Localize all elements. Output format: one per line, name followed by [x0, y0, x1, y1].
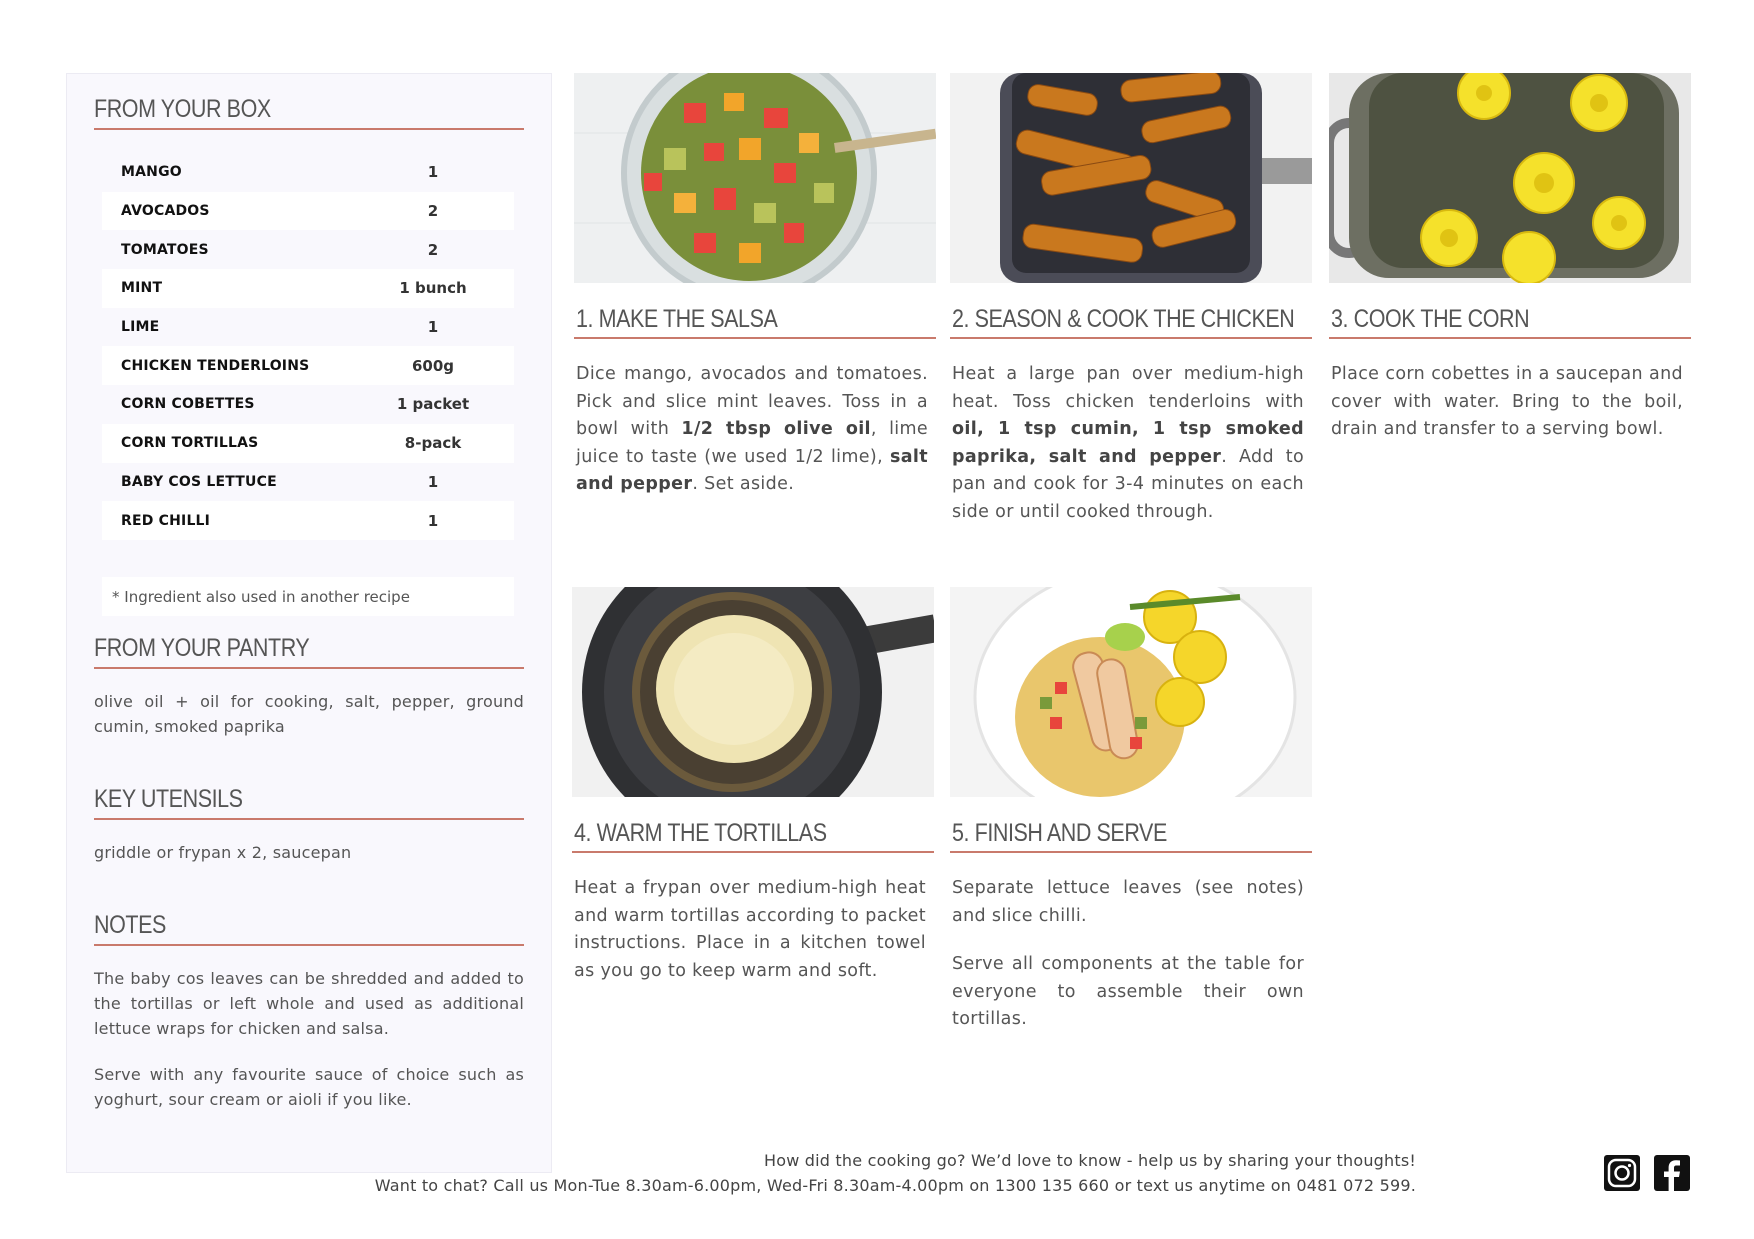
- step-2: [950, 73, 1312, 526]
- ingredient-qty: 1: [427, 163, 439, 182]
- ingredient-name: TOMATOES: [121, 241, 209, 258]
- ingredient-name: LIME: [121, 319, 160, 336]
- ingredient-row: [102, 385, 514, 424]
- ingredient-qty: 2: [427, 240, 439, 259]
- ingredient-qty: 1 packet: [396, 395, 470, 414]
- contact-line: Want to chat? Call us Mon-Tue 8.30am-6.00pm, Wed-Fri 8.30am-4.00pm on 1300 135 660 or text us anytime on 0481 072 599.: [374, 1176, 1416, 1195]
- ingredient-row: [102, 424, 514, 463]
- serve-photo: [950, 587, 1312, 797]
- ingredient-row: [102, 501, 514, 540]
- step-title: 1. MAKE THE SALSA: [576, 305, 778, 333]
- step-text: [950, 875, 1312, 1034]
- notes-heading: NOTES: [94, 911, 166, 939]
- ingredient-name: CORN COBETTES: [121, 396, 255, 413]
- step-1: [574, 73, 936, 499]
- ingredient-qty: 2: [427, 202, 439, 221]
- tortilla-photo: [572, 587, 934, 797]
- pantry-section: [94, 633, 524, 739]
- step-rule: [950, 851, 1312, 853]
- social-links: [1604, 1155, 1690, 1191]
- from-your-box-section: [94, 94, 524, 130]
- notes-section: [94, 910, 524, 1112]
- utensils-section: [94, 784, 524, 865]
- step-title: 5. FINISH AND SERVE: [952, 819, 1167, 847]
- ingredient-row: [102, 346, 514, 385]
- ingredient-qty: 1: [427, 511, 439, 530]
- ingredient-note: * Ingredient also used in another recipe: [102, 577, 514, 616]
- ingredient-qty: 8-pack: [404, 434, 462, 453]
- step-3: [1329, 73, 1691, 444]
- heading-rule: [94, 128, 524, 130]
- chicken-photo: [950, 73, 1312, 283]
- ingredient-name: CORN TORTILLAS: [121, 435, 259, 452]
- ingredient-qty: 600g: [411, 356, 455, 375]
- ingredient-qty: 1 bunch: [399, 279, 467, 298]
- step-rule: [950, 337, 1312, 339]
- ingredient-name: MANGO: [121, 164, 182, 181]
- ingredient-row: [102, 153, 514, 192]
- heading-rule: [94, 667, 524, 669]
- step-text: Dice mango, avocados and tomatoes. Pick and slice mint leaves. Toss in a bowl with 1/2 tbsp olive oil, lime juice to taste (we used 1/2 lime), salt and pepper. Set aside.: [576, 364, 929, 494]
- from-your-pantry-heading: FROM YOUR PANTRY: [94, 634, 310, 662]
- step-text: Heat a frypan over medium-high heat and warm tortillas according to packet instructions. Place in a kitchen towel as you go to keep warm and soft.: [574, 878, 926, 981]
- heading-rule: [94, 944, 524, 946]
- ingredient-name: AVOCADOS: [121, 203, 210, 220]
- ingredient-row: [102, 230, 514, 269]
- step-5: [950, 587, 1312, 1034]
- ingredient-row: [102, 463, 514, 502]
- ingredient-name: RED CHILLI: [121, 512, 211, 529]
- step-rule: [572, 851, 934, 853]
- notes-paragraph: Serve with any favourite sauce of choice such as yoghurt, sour cream or aioli if you like.: [94, 1065, 524, 1109]
- heading-rule: [94, 818, 524, 820]
- utensils-text: griddle or frypan x 2, saucepan: [94, 843, 352, 862]
- ingredient-list: [102, 153, 514, 540]
- step-title: 4. WARM THE TORTILLAS: [574, 819, 827, 847]
- ingredient-name: BABY COS LETTUCE: [121, 473, 277, 490]
- ingredient-name: MINT: [121, 280, 163, 297]
- salsa-photo: [574, 73, 936, 283]
- key-utensils-heading: KEY UTENSILS: [94, 785, 243, 813]
- corn-photo: [1329, 73, 1691, 283]
- step-rule: [574, 337, 936, 339]
- from-your-box-heading: FROM YOUR BOX: [94, 95, 271, 123]
- ingredient-row: [102, 308, 514, 347]
- step-text: Heat a large pan over medium-high heat. Toss chicken tenderloins with oil, 1 tsp cumin, 1 tsp smoked paprika, salt and pepper. Add to pan and cook for 3-4 minutes on each side or until cooked through.: [952, 364, 1304, 522]
- step-paragraph: Serve all components at the table for everyone to assemble their own tortillas.: [952, 954, 1304, 1029]
- ingredient-qty: 1: [427, 472, 439, 491]
- ingredients-sidebar: [66, 73, 552, 1173]
- ingredient-name: CHICKEN TENDERLOINS: [121, 357, 310, 374]
- facebook-icon[interactable]: [1654, 1155, 1690, 1191]
- step-rule: [1329, 337, 1691, 339]
- step-paragraph: Separate lettuce leaves (see notes) and slice chilli.: [952, 878, 1304, 926]
- instagram-icon[interactable]: [1604, 1155, 1640, 1191]
- feedback-line: How did the cooking go? We’d love to know - help us by sharing your thoughts!: [764, 1151, 1416, 1170]
- footer: [375, 1148, 1416, 1198]
- step-text: Place corn cobettes in a saucepan and cover with water. Bring to the boil, drain and transfer to a serving bowl.: [1331, 364, 1683, 439]
- notes-paragraph: The baby cos leaves can be shredded and added to the tortillas or left whole and used as additional lettuce wraps for chicken and salsa.: [94, 969, 524, 1038]
- ingredient-row: [102, 269, 514, 308]
- ingredient-qty: 1: [427, 318, 439, 337]
- step-title: 2. SEASON & COOK THE CHICKEN: [952, 305, 1295, 333]
- step-4: [572, 587, 934, 985]
- step-title: 3. COOK THE CORN: [1331, 305, 1530, 333]
- ingredient-row: [102, 192, 514, 231]
- pantry-text: olive oil + oil for cooking, salt, pepper, ground cumin, smoked paprika: [94, 692, 524, 736]
